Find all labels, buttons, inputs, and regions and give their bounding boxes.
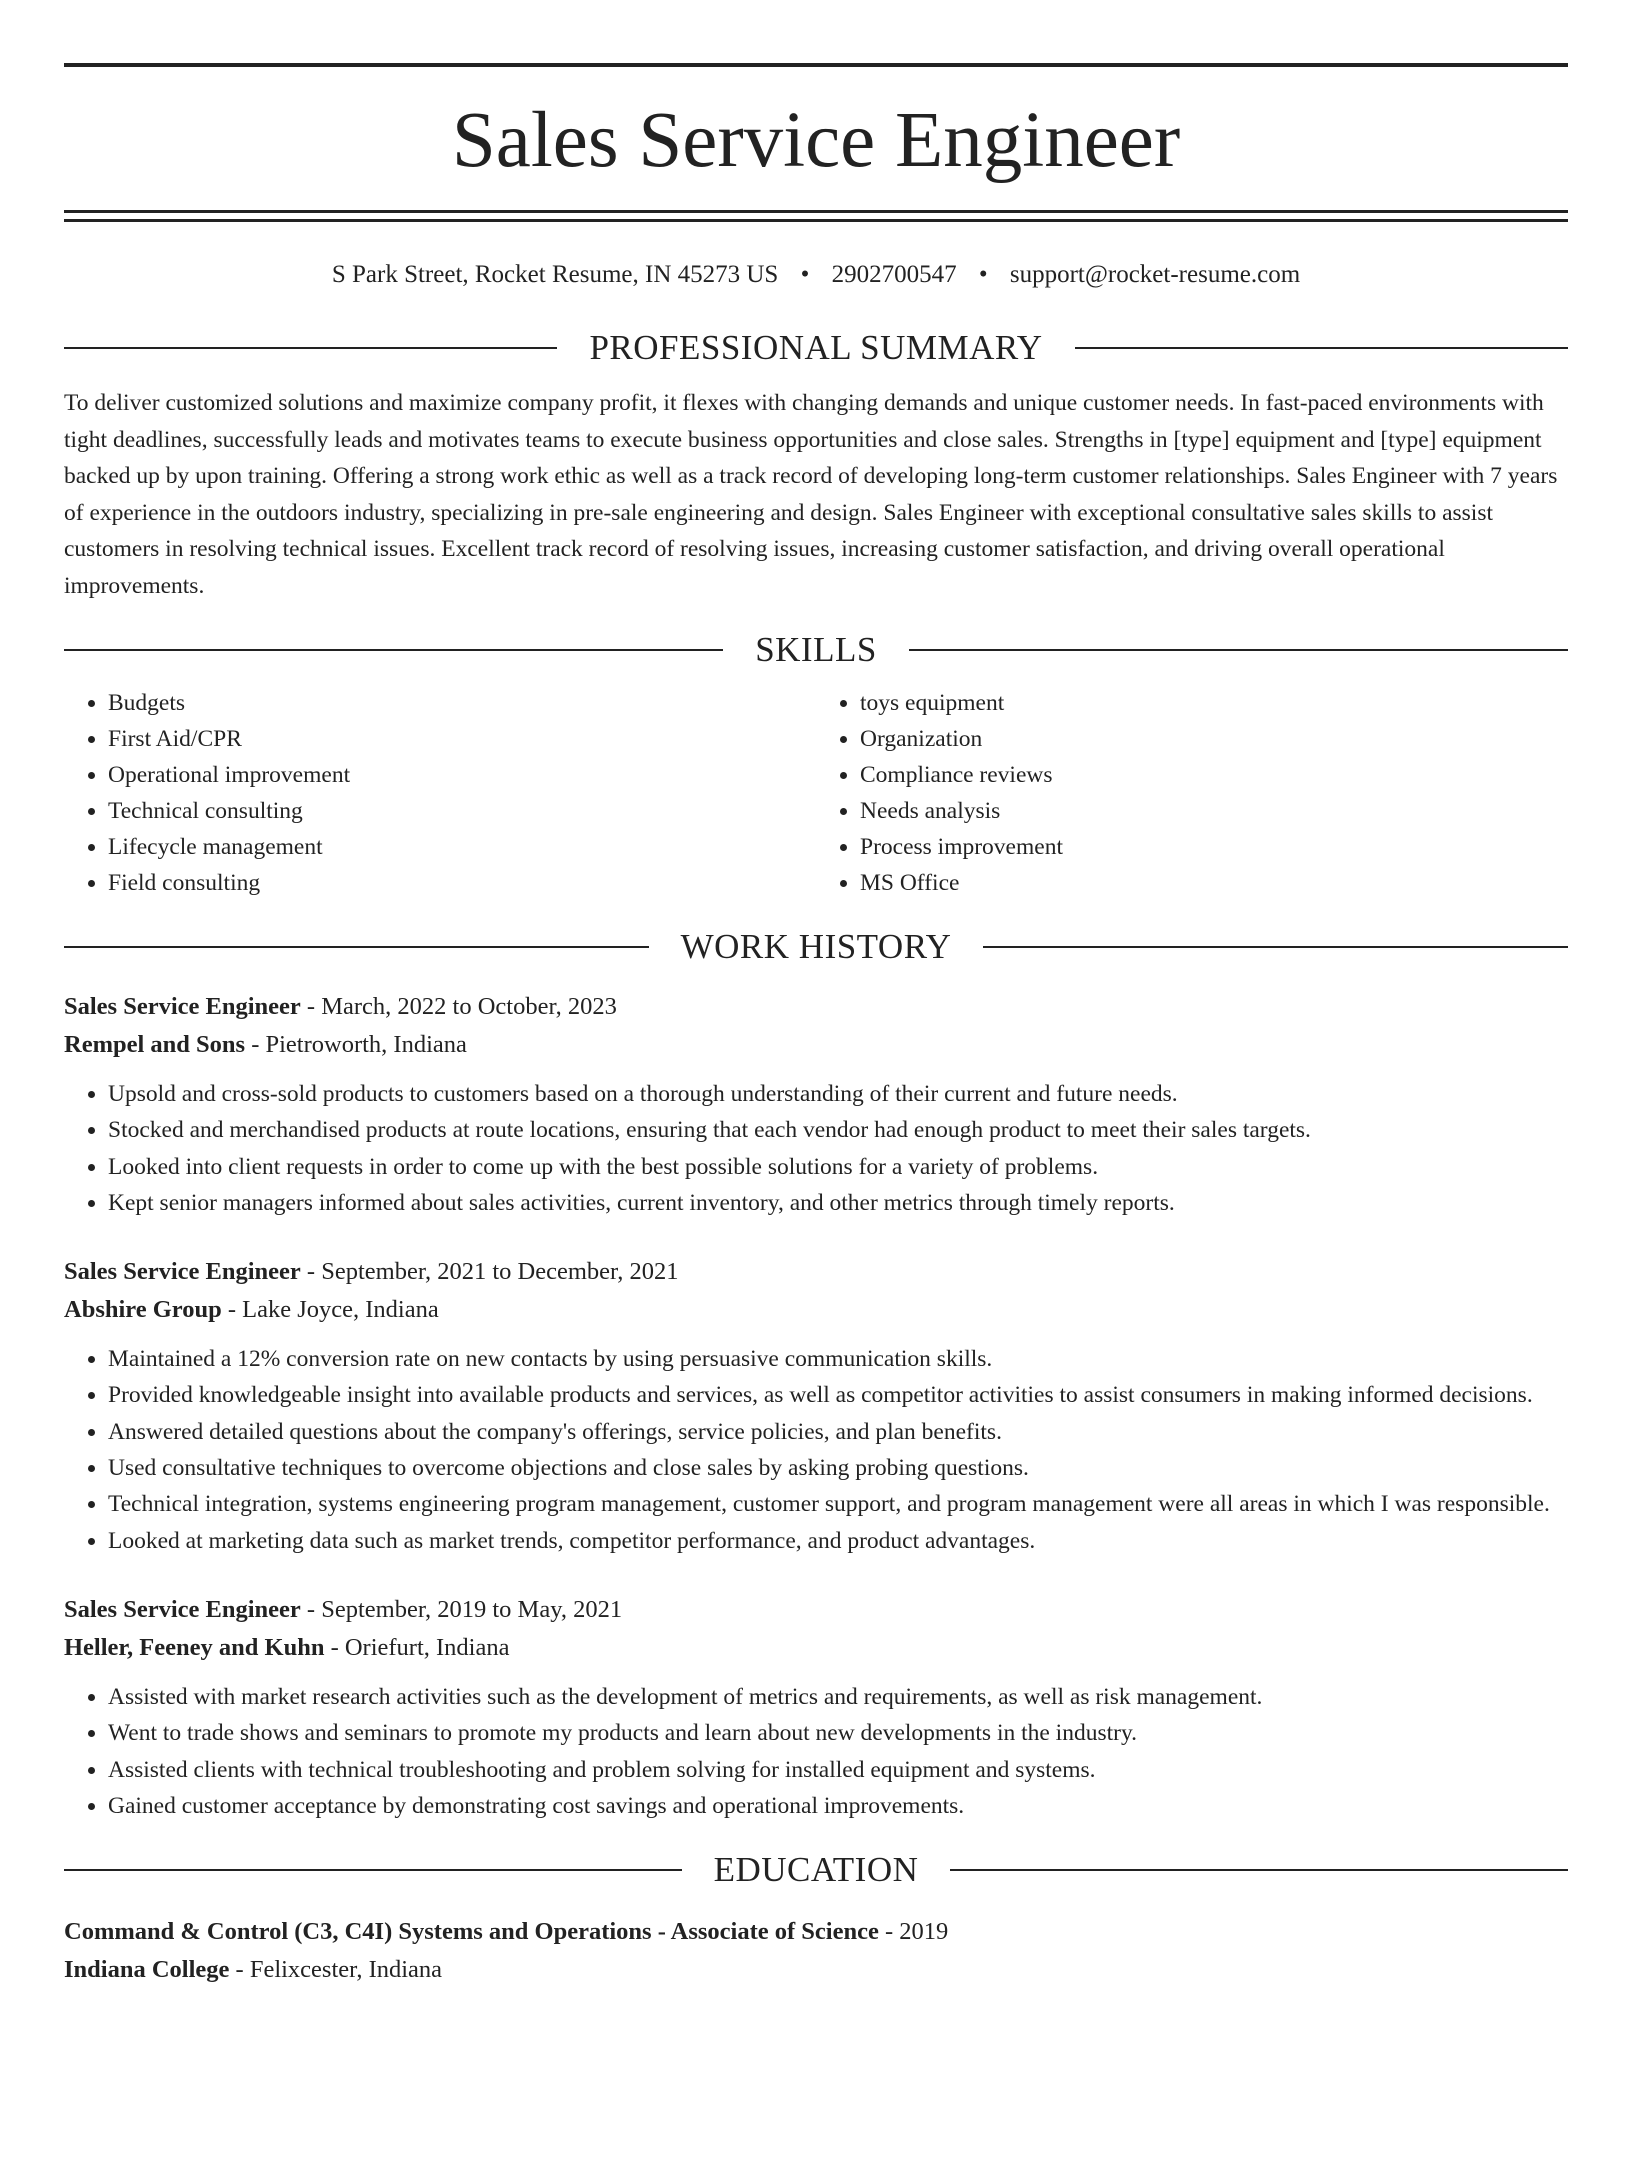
summary-text: To deliver customized solutions and maximize company profit, it flexes with changing demands and unique customer needs. In fast-paced environments with tight deadlines, successfully leads and motivates teams to execute business opportunities and close sales. Strengths in [type] equipment and [type] equipment backed up by upon training. Offering a strong work ethic as well as a track record of developing long-term customer relationships. Sales Engineer with 7 years of experience in the outdoors industry, specializing in pre-sale engineering and design. Sales Engineer with exceptional consultative sales skills to assist customers in resolving technical issues. Excellent track record of resolving issues, increasing customer satisfaction, and driving overall operational improvements. [64, 390, 1558, 599]
skill-item: • Lifecycle management [108, 829, 816, 865]
resume-title: Sales Service Engineer [451, 97, 1181, 184]
heading-rule-right [950, 1869, 1568, 1871]
job-bullet: • Maintained a 12% conversion rate on new contacts by using persuasive communication skills. [108, 1341, 1568, 1377]
job-bullet: • Assisted clients with technical troubleshooting and problem solving for installed equipment and systems. [108, 1752, 1568, 1788]
job-company-line [64, 1026, 1568, 1064]
job-dates: - March, 2022 to October, 2023 [300, 993, 617, 1020]
contact-separator: • [800, 261, 810, 288]
job-title-line [64, 1591, 1568, 1629]
job-bullets [64, 1341, 1568, 1559]
work-heading-row [64, 929, 1568, 964]
skill-item: • Technical consulting [108, 793, 816, 829]
heading-rule-right [1075, 347, 1568, 349]
skill-item: • Needs analysis [860, 793, 1568, 829]
job-bullet: • Upsold and cross-sold products to customers based on a thorough understanding of their current and future needs. [108, 1076, 1568, 1112]
education-school: Indiana College [64, 1956, 230, 1984]
job-bullet: • Assisted with market research activities such as the development of metrics and requirements, as well as risk management. [108, 1679, 1568, 1715]
heading-rule-right [909, 649, 1568, 651]
education-year: - 2019 [878, 1918, 949, 1946]
education-degree: Command & Control (C3, C4I) Systems and Operations - Associate of Science [64, 1918, 879, 1946]
job-company: Abshire Group [64, 1296, 222, 1324]
work-heading: WORK HISTORY [680, 927, 952, 966]
job-bullet: • Stocked and merchandised products at route locations, ensuring that each vendor had enough product to meet their sales targets. [108, 1112, 1568, 1148]
job-bullet: • Gained customer acceptance by demonstrating cost savings and operational improvements. [108, 1788, 1568, 1824]
job-location: - Lake Joyce, Indiana [221, 1296, 439, 1324]
skill-item: • Organization [860, 721, 1568, 757]
skill-item: • MS Office [860, 865, 1568, 901]
job-bullet: • Went to trade shows and seminars to promote my products and learn about new developments in the industry. [108, 1715, 1568, 1751]
skill-item: • Field consulting [108, 865, 816, 901]
skill-item: • Budgets [108, 685, 816, 721]
job-bullets [64, 1076, 1568, 1221]
contact-email: support@rocket-resume.com [1009, 261, 1301, 288]
job-bullet: • Looked into client requests in order to come up with the best possible solutions for a variety of problems. [108, 1149, 1568, 1185]
job-bullet: • Kept senior managers informed about sales activities, current inventory, and other metrics through timely reports. [108, 1185, 1568, 1221]
contact-line [64, 260, 1568, 290]
skill-item: • Compliance reviews [860, 757, 1568, 793]
education-heading: EDUCATION [713, 1850, 919, 1890]
skills-list [64, 685, 1568, 901]
job-bullets [64, 1679, 1568, 1824]
job-location: - Pietroworth, Indiana [245, 1031, 467, 1058]
skill-item: • toys equipment [860, 685, 1568, 721]
skills-heading: SKILLS [755, 630, 877, 669]
resume-page [64, 63, 1568, 1989]
job-dates: - September, 2021 to December, 2021 [300, 1258, 679, 1286]
job-company-line [64, 1291, 1568, 1329]
job-bullet: • Answered detailed questions about the company's offerings, service policies, and plan benefits. [108, 1414, 1568, 1450]
skills-column-right [816, 685, 1568, 901]
education-degree-line [64, 1913, 1568, 1951]
top-rule [64, 63, 1568, 67]
job-location: - Oriefurt, Indiana [324, 1633, 510, 1661]
skill-item: • First Aid/CPR [108, 721, 816, 757]
contact-separator: • [978, 261, 988, 288]
heading-rule-left [64, 649, 723, 651]
skills-column-left [64, 685, 816, 901]
heading-rule-right [983, 946, 1568, 948]
education-heading-row [64, 1850, 1568, 1890]
job-title-line [64, 988, 1568, 1026]
job-title: Sales Service Engineer [64, 1258, 301, 1286]
title-rule-lower [64, 219, 1568, 222]
heading-rule-left [64, 1869, 682, 1871]
heading-rule-left [64, 347, 557, 349]
job-dates: - September, 2019 to May, 2021 [300, 1595, 623, 1623]
job-entry [64, 988, 1568, 1221]
job-entry [64, 1253, 1568, 1559]
job-entry [64, 1591, 1568, 1824]
job-bullet: • Used consultative techniques to overcome objections and close sales by asking probing questions. [108, 1450, 1568, 1486]
education-school-line [64, 1951, 1568, 1989]
skill-item: • Process improvement [860, 829, 1568, 865]
contact-phone: 2902700547 [831, 261, 957, 288]
job-bullet: • Provided knowledgeable insight into available products and services, as well as competitor activities to assist consumers in making informed decisions. [108, 1377, 1568, 1413]
job-company-line [64, 1629, 1568, 1667]
job-company: Rempel and Sons [64, 1031, 246, 1058]
summary-heading: PROFESSIONAL SUMMARY [589, 328, 1043, 367]
education-location: - Felixcester, Indiana [229, 1956, 443, 1984]
job-title: Sales Service Engineer [64, 993, 301, 1020]
job-company: Heller, Feeney and Kuhn [64, 1633, 325, 1661]
contact-address: S Park Street, Rocket Resume, IN 45273 US [331, 261, 779, 288]
skill-item: • Operational improvement [108, 757, 816, 793]
job-title-line [64, 1253, 1568, 1291]
job-title: Sales Service Engineer [64, 1595, 301, 1623]
education-entry [64, 1913, 1568, 1989]
skills-heading-row [64, 632, 1568, 667]
heading-rule-left [64, 946, 649, 948]
title-rule-upper [64, 210, 1568, 213]
job-bullet: • Technical integration, systems engineering program management, customer support, and program management were all areas in which I was responsible. [108, 1486, 1568, 1522]
summary-heading-row [64, 330, 1568, 365]
job-bullet: • Looked at marketing data such as market trends, competitor performance, and product advantages. [108, 1523, 1568, 1559]
